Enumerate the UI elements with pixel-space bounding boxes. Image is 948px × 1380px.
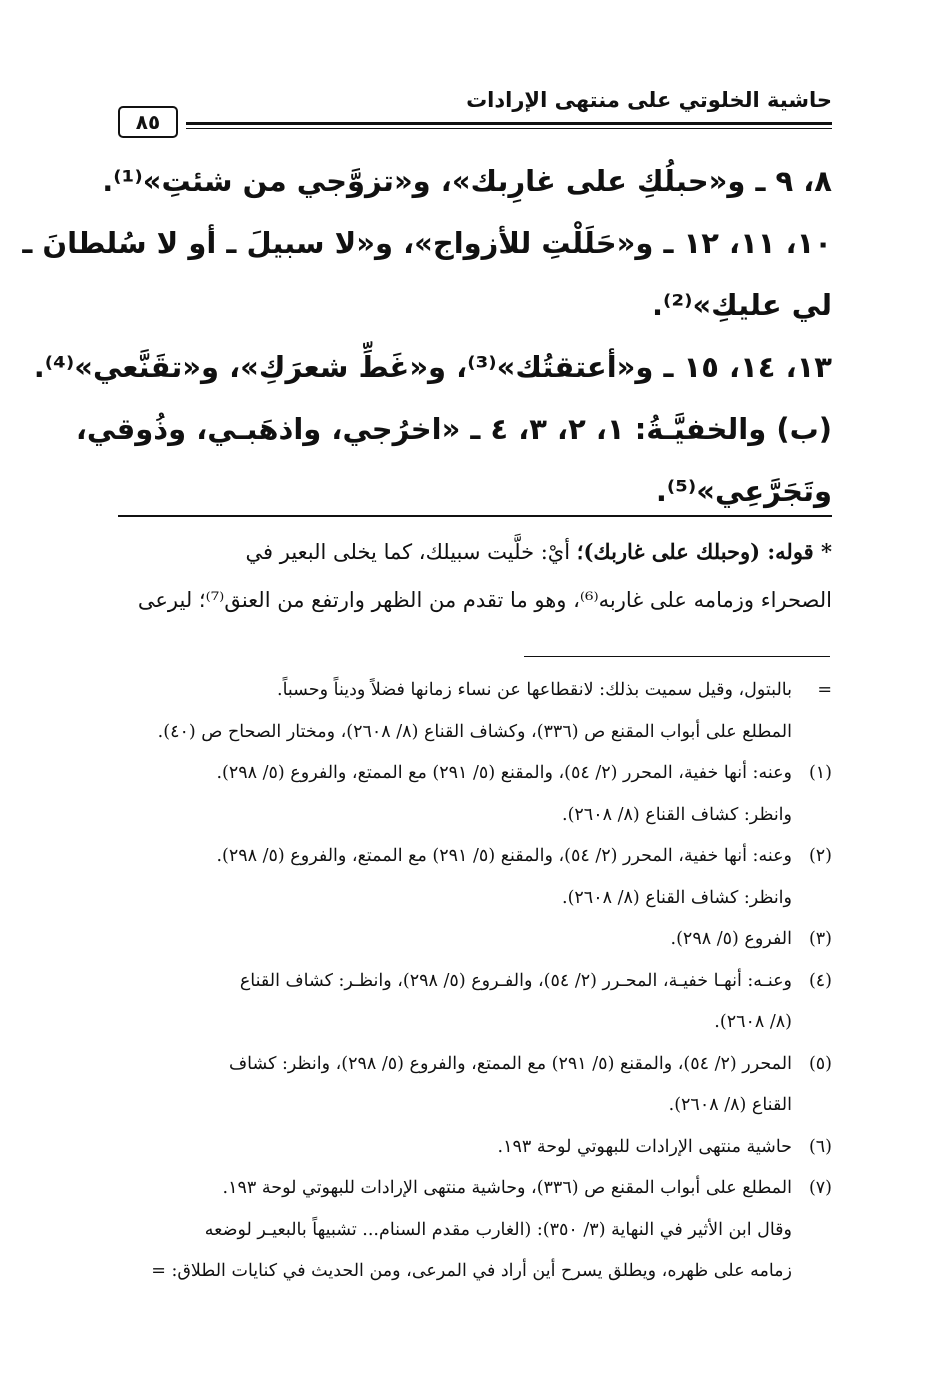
footnote-marker: (١) <box>808 763 832 783</box>
footnote-marker: = <box>817 680 832 700</box>
footnote-line <box>118 712 832 754</box>
footnote-marker: (٥) <box>808 1053 832 1074</box>
footnote-text: وعنه: أنها خفية، المحرر (٢/ ٥٤)، والمقنع (٥/ ٢٩١) مع الممتع، والفروع (٥/ ٢٩٨). <box>216 763 792 783</box>
footnote-text: المطلع على أبواب المقنع ص (٣٣٦)، وكشاف القناع (٨/ ٢٦٠٨)، ومختار الصحاح ص (٤٠). <box>157 721 792 742</box>
footnote-line <box>118 878 832 920</box>
footnote-line <box>118 1002 832 1044</box>
page-number: ٨٥ <box>118 106 178 138</box>
main-line: ٨، ٩ ـ و«حبلُكِ على غارِبك»، و«تزوَّجي من شئتِ»⁽¹⁾. <box>102 164 832 198</box>
page-header <box>118 82 832 142</box>
footnote-marker: (٦) <box>808 1136 832 1157</box>
header-rule-thin <box>186 128 832 129</box>
footnote-marker: (٧) <box>808 1178 832 1198</box>
footnote-text: وقال ابن الأثير في النهاية (٣/ ٣٥٠): (الغارب مقدم السنام... تشبيهاً بالبعيـر لوضعه <box>204 1219 792 1240</box>
footnote-text: القناع (٨/ ٢٦٠٨). <box>668 1095 792 1115</box>
main-line: وتَجَرَّعِي»⁽⁵⁾. <box>655 474 832 508</box>
footnote-text: المحرر (٢/ ٥٤)، والمقنع (٥/ ٢٩١) مع الممتع، والفروع (٥/ ٢٩٨)، وانظر: كشاف <box>228 1053 792 1074</box>
footnotes <box>118 670 832 1293</box>
commentary-text: أيْ: خلَّيت سبيلك، كما يخلى البعير في <box>245 540 577 564</box>
footnote-text: وعنه: أنها خفية، المحرر (٢/ ٥٤)، والمقنع (٥/ ٢٩١) مع الممتع، والفروع (٥/ ٢٩٨). <box>216 846 792 866</box>
commentary-line <box>118 528 832 576</box>
footnote-text: وانظر: كشاف القناع (٨/ ٢٦٠٨). <box>562 804 792 825</box>
footnote-text: زمامه على ظهره، ويطلق يسرح أين أراد في المرعى، ومن الحديث في كنايات الطلاق: = <box>151 1261 792 1281</box>
header-rule <box>186 122 832 125</box>
footnote-line <box>118 1044 832 1086</box>
footnote-line <box>118 1085 832 1127</box>
footnote-line <box>118 1251 832 1293</box>
footnote-text: وعنـه: أنهـا خفيـة، المحـرر (٢/ ٥٤)، والفـروع (٥/ ٢٩٨)، وانظـر: كشاف القناع <box>239 970 792 991</box>
footnote-text: وانظر: كشاف القناع (٨/ ٢٦٠٨). <box>562 887 792 908</box>
footnote-line <box>118 1168 832 1210</box>
footnote-text: حاشية منتهى الإرادات للبهوتي لوحة ١٩٣. <box>497 1136 792 1157</box>
commentary-lead: * قوله: (وحبلك على غاربك)؛ <box>576 539 832 564</box>
footnote-line <box>118 1127 832 1169</box>
main-line: (ب) والخفيَّـةُ: ١، ٢، ٣، ٤ ـ «اخرُجي، واذهَبـي، وذُوقي، <box>75 412 832 446</box>
footnote-text: بالبتول، وقيل سميت بذلك: لانقطاعها عن نساء زمانها فضلاً وديناً وحسباً. <box>277 680 792 700</box>
footnote-separator <box>524 656 830 657</box>
footnote-line <box>118 795 832 837</box>
commentary <box>118 528 832 624</box>
main-text-divider <box>118 515 832 517</box>
footnote-line <box>118 753 832 795</box>
footnote-marker: (٤) <box>808 970 832 991</box>
commentary-text: الصحراء وزمامه على غاربه⁽⁶⁾، وهو ما تقدم من الظهر وارتفع من العنق⁽⁷⁾؛ ليرعى <box>137 588 832 612</box>
main-text <box>22 150 832 522</box>
footnote-text: الفروع (٥/ ٢٩٨). <box>670 929 792 949</box>
footnote-line <box>118 836 832 878</box>
footnote-line <box>118 1210 832 1252</box>
main-line: ١٠، ١١، ١٢ ـ و«حَلَلْتِ للأزواج»، و«لا سبيلَ ـ أو لا سُلطانَ ـ <box>22 226 832 260</box>
running-title: حاشية الخلوتي على منتهى الإرادات <box>466 88 832 112</box>
footnote-line <box>118 670 832 712</box>
footnote-line <box>118 919 832 961</box>
main-line: ١٣، ١٤، ١٥ ـ و«أعتقتُك»⁽³⁾، و«غَطِّ شعرَكِ»، و«تقَنَّعي»⁽⁴⁾. <box>33 350 832 384</box>
footnote-text: المطلع على أبواب المقنع ص (٣٣٦)، وحاشية منتهى الإرادات للبهوتي لوحة ١٩٣. <box>222 1178 792 1198</box>
footnote-text: (٨/ ٢٦٠٨). <box>714 1012 792 1032</box>
footnote-marker: (٣) <box>808 929 832 949</box>
footnote-line <box>118 961 832 1003</box>
footnote-marker: (٢) <box>808 846 832 866</box>
main-line: لي عليكِ»⁽²⁾. <box>652 288 832 322</box>
commentary-line <box>118 576 832 624</box>
